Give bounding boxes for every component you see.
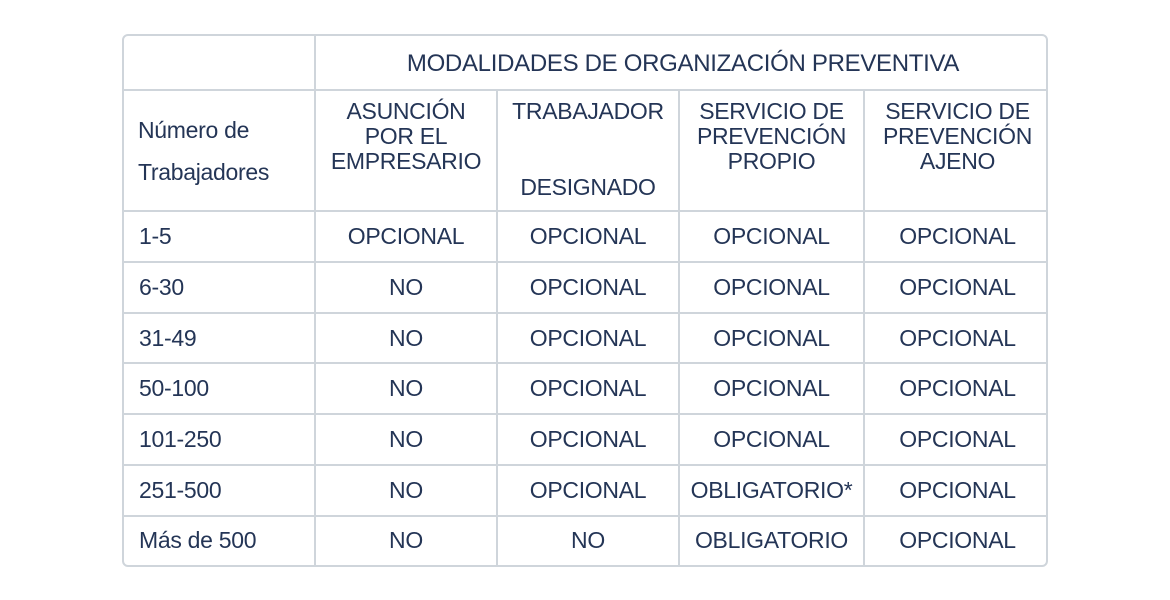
column-header-servicio-propio <box>679 90 864 211</box>
table-cell: NO <box>497 516 679 565</box>
table-cell: OPCIONAL <box>497 262 679 313</box>
column-header-line: TRABAJADOR <box>512 98 664 124</box>
column-header-line: PREVENCIÓN <box>882 123 1033 149</box>
table-title: MODALIDADES DE ORGANIZACIÓN PREVENTIVA <box>315 36 1048 90</box>
row-label: 50-100 <box>124 363 315 414</box>
column-header-row <box>124 90 1048 211</box>
table-cell: OBLIGATORIO* <box>679 465 864 516</box>
corner-cell <box>124 36 315 90</box>
table-cell: NO <box>315 262 497 313</box>
column-header-line: ASUNCIÓN <box>346 98 466 124</box>
column-header-line: AJENO <box>919 148 996 174</box>
table-cell: OPCIONAL <box>679 363 864 414</box>
table-cell: OPCIONAL <box>864 516 1048 565</box>
row-label: 31-49 <box>124 313 315 364</box>
table-cell: OPCIONAL <box>864 262 1048 313</box>
table-cell: OPCIONAL <box>864 414 1048 465</box>
table-cell: OPCIONAL <box>497 211 679 262</box>
table-cell: NO <box>315 465 497 516</box>
table-cell: OPCIONAL <box>679 211 864 262</box>
row-label: 101-250 <box>124 414 315 465</box>
table-row <box>124 363 1048 414</box>
row-label: Más de 500 <box>124 516 315 565</box>
table-cell: NO <box>315 313 497 364</box>
column-header-line: EMPRESARIO <box>330 148 482 174</box>
table-cell: OPCIONAL <box>679 313 864 364</box>
column-header-line: PROPIO <box>727 148 816 174</box>
table-cell: OPCIONAL <box>497 414 679 465</box>
table-cell: OPCIONAL <box>679 262 864 313</box>
row-label: 1-5 <box>124 211 315 262</box>
column-header-asuncion <box>315 90 497 211</box>
table-cell: OPCIONAL <box>864 363 1048 414</box>
table-cell: OPCIONAL <box>864 465 1048 516</box>
row-label: 6-30 <box>124 262 315 313</box>
table-cell: OPCIONAL <box>679 414 864 465</box>
column-header-line: POR EL <box>364 123 448 149</box>
row-header-cell <box>124 90 315 211</box>
table-row <box>124 313 1048 364</box>
column-header-line: SERVICIO DE <box>699 98 844 124</box>
column-header-servicio-ajeno <box>864 90 1048 211</box>
table-cell: OPCIONAL <box>315 211 497 262</box>
table-cell: OBLIGATORIO <box>679 516 864 565</box>
table-cell: OPCIONAL <box>864 211 1048 262</box>
title-row <box>124 36 1048 90</box>
table-row <box>124 211 1048 262</box>
prevention-modalities-table <box>122 34 1048 567</box>
table-cell: OPCIONAL <box>864 313 1048 364</box>
table <box>124 36 1048 565</box>
row-header-line-1: Número de <box>138 116 250 143</box>
column-header-line: PREVENCIÓN <box>696 123 847 149</box>
column-header-trabajador <box>497 90 679 211</box>
table-cell: OPCIONAL <box>497 363 679 414</box>
table-row <box>124 414 1048 465</box>
table-cell: NO <box>315 516 497 565</box>
row-label: 251-500 <box>124 465 315 516</box>
table-row <box>124 465 1048 516</box>
table-row <box>124 516 1048 565</box>
column-header-line: DESIGNADO <box>520 174 656 200</box>
table-cell: OPCIONAL <box>497 465 679 516</box>
row-header-line-2: Trabajadores <box>138 158 270 185</box>
table-body <box>124 211 1048 565</box>
column-header-line: SERVICIO DE <box>885 98 1030 124</box>
table-cell: NO <box>315 414 497 465</box>
table-cell: NO <box>315 363 497 414</box>
table-row <box>124 262 1048 313</box>
table-cell: OPCIONAL <box>497 313 679 364</box>
